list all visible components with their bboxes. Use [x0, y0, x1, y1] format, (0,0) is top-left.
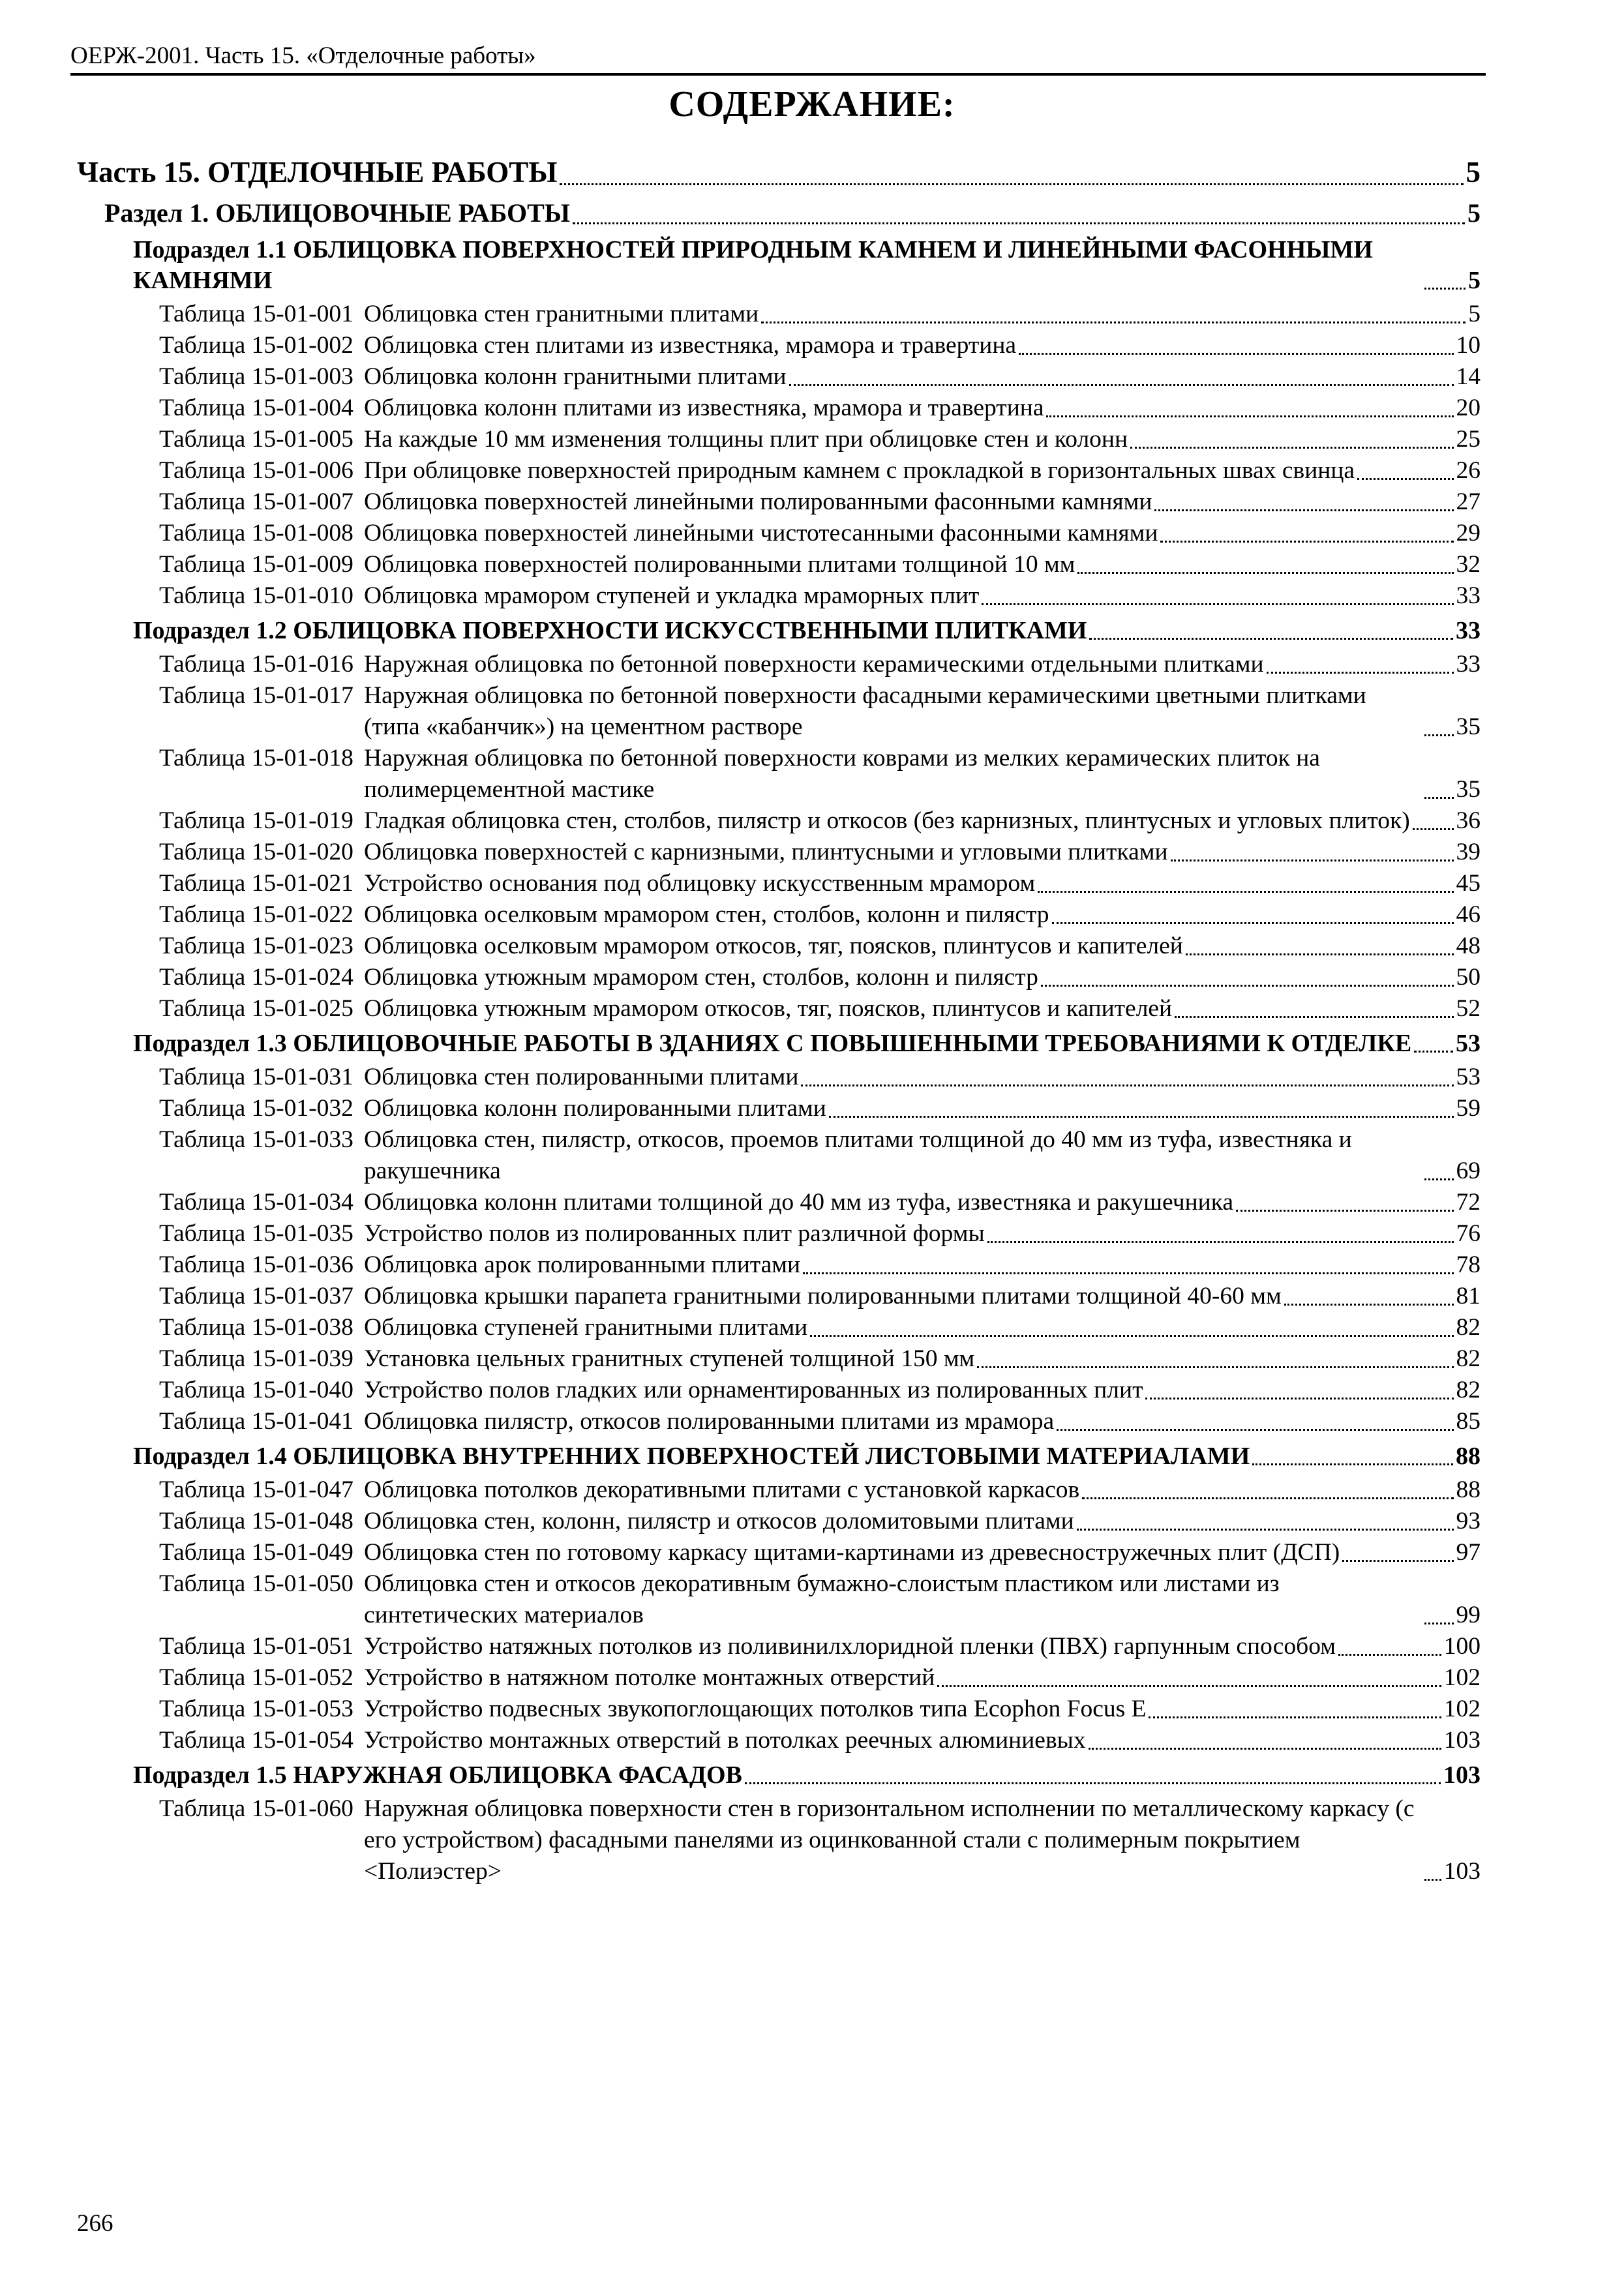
toc-table-entry[interactable] — [77, 299, 1481, 330]
toc-table-page: 88 — [1456, 1476, 1481, 1503]
toc-table-page: 100 — [1443, 1633, 1481, 1660]
toc-table-code: Таблица 15-01-016 — [159, 651, 353, 678]
toc-table-title: Облицовка колонн плитами толщиной до 40 мм из туфа, известняка и ракушечника — [364, 1189, 1234, 1216]
toc-table-title: Облицовка стен гранитными плитами — [364, 301, 759, 327]
toc-table-code: Таблица 15-01-010 — [159, 582, 353, 609]
toc-subsection-page: 88 — [1456, 1443, 1481, 1470]
toc-table-code: Таблица 15-01-032 — [159, 1095, 353, 1122]
leader-dots — [761, 322, 1466, 323]
toc-table-title: Гладкая облицовка стен, столбов, пилястр и откосов (без карнизных, плинтусных и угловых плиток) — [364, 807, 1410, 834]
toc-table-page: 53 — [1456, 1064, 1481, 1090]
toc-table-entry[interactable] — [77, 361, 1481, 393]
toc-table-page: 59 — [1456, 1095, 1481, 1122]
toc-subsections — [77, 235, 1481, 1887]
toc-table-entry[interactable] — [77, 743, 1481, 805]
toc-table-entry[interactable] — [77, 1249, 1481, 1281]
toc-subsection-page: 103 — [1443, 1761, 1481, 1789]
toc-table-entry[interactable] — [77, 1187, 1481, 1218]
leader-dots — [789, 384, 1454, 386]
toc-table-code: Таблица 15-01-037 — [159, 1283, 353, 1309]
toc-table-title: Наружная облицовка поверхности стен в горизонтальном исполнении по металлическому каркасу (с его устройством) фасадными панелями из оцинкованной стали с полимерным покрытием <Полиэстер> — [364, 1795, 1415, 1885]
toc-table-page: 48 — [1456, 933, 1481, 959]
toc-table-code: Таблица 15-01-040 — [159, 1377, 353, 1403]
leader-dots — [1186, 953, 1454, 955]
leader-dots — [1424, 1879, 1441, 1881]
toc-part-title: Часть 15. ОТДЕЛОЧНЫЕ РАБОТЫ — [77, 156, 558, 188]
toc-table-page: 46 — [1456, 901, 1481, 928]
toc-table-entry[interactable] — [77, 1631, 1481, 1662]
toc-table-page: 102 — [1443, 1696, 1481, 1722]
toc-section-page: 5 — [1467, 198, 1481, 228]
toc-table-code: Таблица 15-01-018 — [159, 745, 353, 771]
toc-table-title: Облицовка оселковым мрамором откосов, тяг, поясков, плинтусов и капителей — [364, 933, 1183, 959]
toc-table-code: Таблица 15-01-047 — [159, 1476, 353, 1503]
toc-table-page: 82 — [1456, 1314, 1481, 1341]
leader-dots — [1424, 797, 1454, 799]
toc-table-title: Облицовка стен плитами из известняка, мрамора и травертина — [364, 332, 1017, 359]
leader-dots — [1413, 828, 1454, 830]
toc-table-page: 82 — [1456, 1345, 1481, 1372]
toc-subsection-page: 33 — [1456, 617, 1481, 644]
toc-table-code: Таблица 15-01-053 — [159, 1696, 353, 1722]
toc-table-code: Таблица 15-01-031 — [159, 1064, 353, 1090]
toc-table-entry[interactable] — [77, 1281, 1481, 1312]
toc-table-code: Таблица 15-01-041 — [159, 1408, 353, 1435]
leader-dots — [982, 603, 1453, 605]
leader-dots — [801, 1085, 1453, 1086]
leader-dots — [1041, 985, 1454, 987]
toc-table-entry[interactable] — [77, 1662, 1481, 1694]
toc-table-title: Облицовка поверхностей полированными плитами толщиной 10 мм — [364, 551, 1075, 578]
toc-table-code: Таблица 15-01-007 — [159, 488, 353, 515]
toc-table-page: 72 — [1456, 1189, 1481, 1216]
toc-table-code: Таблица 15-01-051 — [159, 1633, 353, 1660]
toc-table-code: Таблица 15-01-036 — [159, 1251, 353, 1278]
toc-table-entry[interactable] — [77, 1793, 1481, 1887]
leader-dots — [1424, 288, 1466, 290]
toc-table-page: 52 — [1456, 995, 1481, 1022]
leader-dots — [1357, 478, 1453, 480]
leader-dots — [1267, 672, 1454, 674]
leader-dots — [1424, 1623, 1454, 1624]
toc-table-entry[interactable] — [77, 1568, 1481, 1631]
toc-subsection-entry[interactable] — [77, 1028, 1481, 1059]
toc-table-title: Облицовка потолков декоративными плитами с установкой каркасов — [364, 1476, 1080, 1503]
toc-table-code: Таблица 15-01-039 — [159, 1345, 353, 1372]
toc-table-title: Устройство полов из полированных плит различной формы — [364, 1220, 985, 1247]
leader-dots — [1038, 891, 1453, 893]
toc-table-entry[interactable] — [77, 1062, 1481, 1093]
toc-table-title: Облицовка поверхностей линейными полированными фасонными камнями — [364, 488, 1152, 515]
toc-table-title: Наружная облицовка по бетонной поверхности фасадными керамическими цветными плитками (типа «кабанчик») на цементном растворе — [364, 682, 1366, 740]
toc-table-entry[interactable] — [77, 1343, 1481, 1375]
toc-table-title: Облицовка поверхностей с карнизными, плинтусными и угловыми плитками — [364, 839, 1168, 865]
toc-table-entry[interactable] — [77, 1474, 1481, 1506]
toc-section-title: Раздел 1. ОБЛИЦОВОЧНЫЕ РАБОТЫ — [104, 198, 571, 228]
toc-subsection-title: Подраздел 1.4 ОБЛИЦОВКА ВНУТРЕННИХ ПОВЕРХНОСТЕЙ ЛИСТОВЫМИ МАТЕРИАЛАМИ — [133, 1443, 1250, 1470]
toc-table-entry[interactable] — [77, 899, 1481, 931]
toc-table-entry[interactable] — [77, 1537, 1481, 1568]
toc-table-page: 102 — [1443, 1664, 1481, 1691]
leader-dots — [1175, 1016, 1453, 1018]
toc-table-entry[interactable] — [77, 680, 1481, 743]
toc-table-code: Таблица 15-01-038 — [159, 1314, 353, 1341]
toc-table-entry[interactable] — [77, 649, 1481, 680]
toc-table-code: Таблица 15-01-019 — [159, 807, 353, 834]
page-number: 266 — [77, 2210, 113, 2237]
leader-dots — [1052, 922, 1454, 924]
toc-table-title: Облицовка мрамором ступеней и укладка мраморных плит — [364, 582, 980, 609]
toc-subsection-title: Подраздел 1.2 ОБЛИЦОВКА ПОВЕРХНОСТИ ИСКУССТВЕННЫМИ ПЛИТКАМИ — [133, 617, 1087, 644]
toc-table-title: Облицовка стен по готовому каркасу щитами-картинами из древесностружечных плит (ДСП) — [364, 1539, 1340, 1566]
toc-table-page: 10 — [1456, 332, 1481, 359]
toc-table-code: Таблица 15-01-006 — [159, 457, 353, 484]
toc-table-title: Устройство натяжных потолков из поливинилхлоридной пленки (ПВХ) гарпунным способом — [364, 1633, 1336, 1660]
toc-table-code: Таблица 15-01-008 — [159, 520, 353, 546]
toc-table-page: 78 — [1456, 1251, 1481, 1278]
toc-table-title: Устройство подвесных звукопоглощающих потолков типа Ecophon Focus E — [364, 1696, 1147, 1722]
toc-table-title: Устройство полов гладких или орнаментированных из полированных плит — [364, 1377, 1143, 1403]
toc-table-page: 103 — [1443, 1727, 1481, 1754]
leader-dots — [1057, 1429, 1453, 1431]
toc-table-entry[interactable] — [77, 805, 1481, 837]
toc-subsection-entry[interactable] — [77, 616, 1481, 646]
leader-dots — [745, 1782, 1441, 1784]
toc-table-title: Устройство в натяжном потолке монтажных отверстий — [364, 1664, 935, 1691]
toc-table-code: Таблица 15-01-003 — [159, 363, 353, 390]
toc-table-page: 99 — [1456, 1602, 1481, 1628]
toc-subsection-entry[interactable] — [77, 1760, 1481, 1791]
toc-table-title: При облицовке поверхностей природным камнем с прокладкой в горизонтальных швах свинца — [364, 457, 1355, 484]
toc-table-entry[interactable] — [77, 1406, 1481, 1437]
toc-table-entry[interactable] — [77, 1312, 1481, 1343]
leader-dots — [1082, 1497, 1453, 1499]
toc-table-code: Таблица 15-01-002 — [159, 332, 353, 359]
toc-table-code: Таблица 15-01-049 — [159, 1539, 353, 1566]
toc-table-title: Облицовка стен полированными плитами — [364, 1064, 799, 1090]
toc-table-title: Облицовка поверхностей линейными чистотесанными фасонными камнями — [364, 520, 1158, 546]
toc-table-code: Таблица 15-01-060 — [159, 1795, 353, 1822]
toc-table-title: Облицовка колонн полированными плитами — [364, 1095, 826, 1122]
toc-table-entry[interactable] — [77, 330, 1481, 361]
leader-dots — [573, 222, 1465, 224]
toc-table-entry[interactable] — [77, 1218, 1481, 1249]
leader-dots — [829, 1116, 1454, 1118]
table-of-contents — [77, 153, 1481, 1887]
leader-dots — [937, 1685, 1441, 1687]
toc-subsection-entry[interactable] — [77, 1441, 1481, 1472]
toc-table-title: Облицовка стен и откосов декоративным бумажно-слоистым пластиком или листами из синтетических материалов — [364, 1570, 1280, 1628]
toc-table-code: Таблица 15-01-054 — [159, 1727, 353, 1754]
toc-table-code: Таблица 15-01-048 — [159, 1508, 353, 1534]
toc-table-entry[interactable] — [77, 1694, 1481, 1725]
toc-table-title: Устройство основания под облицовку искусственным мрамором — [364, 870, 1036, 897]
toc-subsection-entry[interactable] — [77, 235, 1481, 296]
toc-table-page: 93 — [1456, 1508, 1481, 1534]
leader-dots — [987, 1241, 1454, 1243]
toc-table-title: Облицовка ступеней гранитными плитами — [364, 1314, 808, 1341]
leader-dots — [1077, 572, 1453, 574]
toc-table-page: 20 — [1456, 395, 1481, 421]
toc-table-code: Таблица 15-01-024 — [159, 964, 353, 991]
leader-dots — [1077, 1529, 1454, 1531]
toc-subsection-page: 5 — [1468, 267, 1481, 294]
toc-table-entry[interactable] — [77, 486, 1481, 518]
toc-table-title: На каждые 10 мм изменения толщины плит при облицовке стен и колонн — [364, 426, 1128, 453]
toc-table-code: Таблица 15-01-004 — [159, 395, 353, 421]
leader-dots — [1171, 860, 1454, 861]
toc-table-page: 85 — [1456, 1408, 1481, 1435]
toc-subsection-title: Подраздел 1.5 НАРУЖНАЯ ОБЛИЦОВКА ФАСАДОВ — [133, 1761, 742, 1789]
toc-table-entry[interactable] — [77, 837, 1481, 868]
leader-dots — [810, 1335, 1453, 1337]
toc-table-title: Наружная облицовка по бетонной поверхности коврами из мелких керамических плиток на полимерцементной мастике — [364, 745, 1320, 803]
toc-table-title: Облицовка утюжным мрамором откосов, тяг, поясков, плинтусов и капителей — [364, 995, 1173, 1022]
toc-table-code: Таблица 15-01-017 — [159, 682, 353, 709]
toc-table-title: Облицовка колонн плитами из известняка, мрамора и травертина — [364, 395, 1044, 421]
toc-table-title: Наружная облицовка по бетонной поверхности керамическими отдельными плитками — [364, 651, 1264, 678]
toc-table-page: 36 — [1456, 807, 1481, 834]
toc-table-code: Таблица 15-01-021 — [159, 870, 353, 897]
toc-section-entry[interactable] — [77, 196, 1481, 231]
toc-table-code: Таблица 15-01-025 — [159, 995, 353, 1022]
toc-table-title: Установка цельных гранитных ступеней толщиной 150 мм — [364, 1345, 975, 1372]
toc-table-entry[interactable] — [77, 393, 1481, 424]
toc-table-code: Таблица 15-01-033 — [159, 1126, 353, 1153]
toc-table-entry[interactable] — [77, 455, 1481, 486]
toc-table-entry[interactable] — [77, 549, 1481, 580]
toc-table-entry[interactable] — [77, 1124, 1481, 1187]
toc-table-entry[interactable] — [77, 868, 1481, 899]
toc-table-title: Облицовка оселковым мрамором стен, столбов, колонн и пилястр — [364, 901, 1049, 928]
toc-table-page: 5 — [1468, 301, 1481, 327]
toc-table-code: Таблица 15-01-005 — [159, 426, 353, 453]
toc-table-page: 25 — [1456, 426, 1481, 453]
toc-table-title: Облицовка стен, пилястр, откосов, проемов плитами толщиной до 40 мм из туфа, известняка и ракушечника — [364, 1126, 1352, 1184]
toc-table-entry[interactable] — [77, 1506, 1481, 1537]
toc-table-entry[interactable] — [77, 931, 1481, 962]
toc-table-page: 29 — [1456, 520, 1481, 546]
toc-table-title: Облицовка крышки парапета гранитными полированными плитами толщиной 40-60 мм — [364, 1283, 1282, 1309]
toc-table-page: 76 — [1456, 1220, 1481, 1247]
toc-table-entry[interactable] — [77, 518, 1481, 549]
leader-dots — [560, 183, 1463, 185]
toc-table-page: 33 — [1456, 651, 1481, 678]
toc-table-entry[interactable] — [77, 1093, 1481, 1124]
toc-table-page: 81 — [1456, 1283, 1481, 1309]
toc-table-page: 69 — [1456, 1158, 1481, 1184]
toc-table-page: 35 — [1456, 776, 1481, 803]
toc-table-code: Таблица 15-01-020 — [159, 839, 353, 865]
toc-table-code: Таблица 15-01-009 — [159, 551, 353, 578]
toc-table-code: Таблица 15-01-035 — [159, 1220, 353, 1247]
page-title: СОДЕРЖАНИЕ: — [669, 84, 955, 125]
toc-table-page: 50 — [1456, 964, 1481, 991]
leader-dots — [1424, 734, 1454, 736]
toc-table-code: Таблица 15-01-052 — [159, 1664, 353, 1691]
leader-dots — [1089, 638, 1453, 640]
toc-table-code: Таблица 15-01-001 — [159, 301, 353, 327]
leader-dots — [1414, 1051, 1453, 1053]
leader-dots — [977, 1366, 1453, 1368]
leader-dots — [1130, 447, 1453, 449]
toc-subsection-page: 53 — [1456, 1030, 1481, 1057]
toc-table-page: 35 — [1456, 713, 1481, 740]
leader-dots — [1154, 509, 1453, 511]
toc-table-title: Облицовка утюжным мрамором стен, столбов, колонн и пилястр — [364, 964, 1038, 991]
leader-dots — [1342, 1560, 1453, 1562]
header-divider — [70, 73, 1486, 76]
toc-table-title: Устройство монтажных отверстий в потолках реечных алюминиевых — [364, 1727, 1086, 1754]
leader-dots — [1160, 541, 1453, 543]
toc-table-title: Облицовка пилястр, откосов полированными плитами из мрамора — [364, 1408, 1055, 1435]
toc-table-entry[interactable] — [77, 993, 1481, 1025]
toc-table-title: Облицовка стен, колонн, пилястр и откосов доломитовыми плитами — [364, 1508, 1074, 1534]
toc-table-code: Таблица 15-01-034 — [159, 1189, 353, 1216]
leader-dots — [1089, 1748, 1441, 1750]
toc-table-title: Облицовка арок полированными плитами — [364, 1251, 801, 1278]
toc-table-entry[interactable] — [77, 580, 1481, 612]
leader-dots — [1338, 1654, 1441, 1656]
leader-dots — [1046, 415, 1453, 417]
toc-table-entry[interactable] — [77, 1375, 1481, 1406]
toc-table-code: Таблица 15-01-050 — [159, 1570, 353, 1597]
toc-subsection-title: Подраздел 1.3 ОБЛИЦОВОЧНЫЕ РАБОТЫ В ЗДАНИЯХ С ПОВЫШЕННЫМИ ТРЕБОВАНИЯМИ К ОТДЕЛКЕ — [133, 1030, 1412, 1057]
toc-table-page: 103 — [1443, 1858, 1481, 1885]
leader-dots — [803, 1272, 1453, 1274]
toc-table-page: 32 — [1456, 551, 1481, 578]
toc-table-page: 26 — [1456, 457, 1481, 484]
leader-dots — [1424, 1178, 1454, 1180]
running-header: ОЕРЖ-2001. Часть 15. «Отделочные работы» — [70, 42, 536, 69]
toc-table-entry[interactable] — [77, 1725, 1481, 1756]
toc-table-page: 27 — [1456, 488, 1481, 515]
toc-table-page: 39 — [1456, 839, 1481, 865]
toc-table-code: Таблица 15-01-023 — [159, 933, 353, 959]
toc-table-page: 33 — [1456, 582, 1481, 609]
toc-part-page: 5 — [1466, 156, 1481, 188]
toc-subsection-title: Подраздел 1.1 ОБЛИЦОВКА ПОВЕРХНОСТЕЙ ПРИРОДНЫМ КАМНЕМ И ЛИНЕЙНЫМИ ФАСОННЫМИ КАМНЯМИ — [133, 236, 1373, 294]
toc-part-entry[interactable] — [77, 153, 1481, 192]
leader-dots — [1252, 1463, 1453, 1465]
toc-table-title: Облицовка колонн гранитными плитами — [364, 363, 787, 390]
toc-table-code: Таблица 15-01-022 — [159, 901, 353, 928]
toc-table-entry[interactable] — [77, 962, 1481, 993]
toc-table-page: 82 — [1456, 1377, 1481, 1403]
toc-table-page: 14 — [1456, 363, 1481, 390]
leader-dots — [1019, 353, 1453, 355]
leader-dots — [1284, 1304, 1454, 1306]
leader-dots — [1236, 1210, 1453, 1212]
toc-table-page: 97 — [1456, 1539, 1481, 1566]
toc-table-page: 45 — [1456, 870, 1481, 897]
leader-dots — [1149, 1716, 1441, 1718]
leader-dots — [1145, 1398, 1453, 1399]
toc-table-entry[interactable] — [77, 424, 1481, 455]
